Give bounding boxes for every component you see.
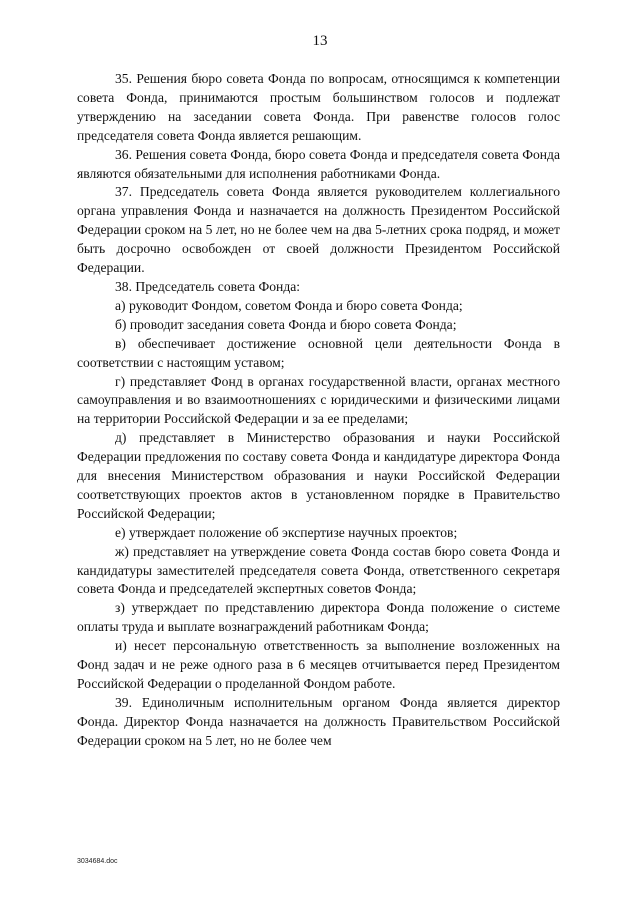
list-item-b: б) проводит заседания совета Фонда и бюро совета Фонда; bbox=[115, 316, 457, 332]
list-item-zh: ж) представляет на утверждение совета Фонда состав бюро совета Фонда и кандидатуры заместителей председателя совета Фонда, ответственного секретаря совета Фонда и председателей экспертных советов Фонда; bbox=[77, 543, 560, 597]
list-item-v: в) обеспечивает достижение основной цели деятельности Фонда в соответствии с настоящим уставом; bbox=[77, 335, 560, 370]
paragraph-39: 39. Единоличным исполнительным органом Фонда является директор Фонда. Директор Фонда назначается на должность Правительством Российской Федерации сроком на 5 лет, но не более чем bbox=[77, 694, 560, 748]
paragraph-36: 36. Решения совета Фонда, бюро совета Фонда и председателя совета Фонда являются обязательными для исполнения работниками Фонда. bbox=[77, 146, 560, 181]
body-text bbox=[77, 70, 560, 751]
list-item-e: е) утверждает положение об экспертизе научных проектов; bbox=[115, 524, 458, 540]
footer-filename: 3034684.doc bbox=[77, 858, 118, 865]
list-item-d: д) представляет в Министерство образования и науки Российской Федерации предложения по составу совета Фонда и кандидатуре директора Фонда для внесения Министерством образования и науки Российской Федерации соответствующих проектов актов в установленном порядке в Правительство Российской Федерации; bbox=[77, 430, 560, 521]
list-item-i: и) несет персональную ответственность за выполнение возложенных на Фонд задач и не реже одного раза в 6 месяцев отчитывается перед Президентом Российской Федерации о проделанной Фондом работе. bbox=[77, 638, 560, 691]
paragraph-37: 37. Председатель совета Фонда является руководителем коллегиального органа управления Фонда и назначается на должность Президентом Российской Федерации сроком на 5 лет, но не более чем на два 5-летних срока подряд, и может быть досрочно освобожден от своей должности Президентом Российской Федерации. bbox=[77, 184, 560, 276]
paragraph-35: 35. Решения бюро совета Фонда по вопросам, относящимся к компетенции совета Фонда, принимаются простым большинством голосов и подлежат утверждению на заседании совета Фонда. При равенстве голосов голос председателя совета Фонда является решающим. bbox=[77, 71, 560, 143]
list-item-a: а) руководит Фондом, советом Фонда и бюро совета Фонда; bbox=[115, 297, 463, 313]
page-number: 13 bbox=[312, 33, 328, 49]
paragraph-38: 38. Председатель совета Фонда: bbox=[115, 278, 301, 294]
list-item-g: г) представляет Фонд в органах государственной власти, органах местного самоуправления и во взаимоотношениях с юридическими и физическими лицами на территории Российской Федерации и за ее пределами; bbox=[77, 373, 560, 427]
list-item-z: з) утверждает по представлению директора Фонда положение о системе оплаты труда и выплате вознаграждений работникам Фонда; bbox=[77, 600, 560, 635]
